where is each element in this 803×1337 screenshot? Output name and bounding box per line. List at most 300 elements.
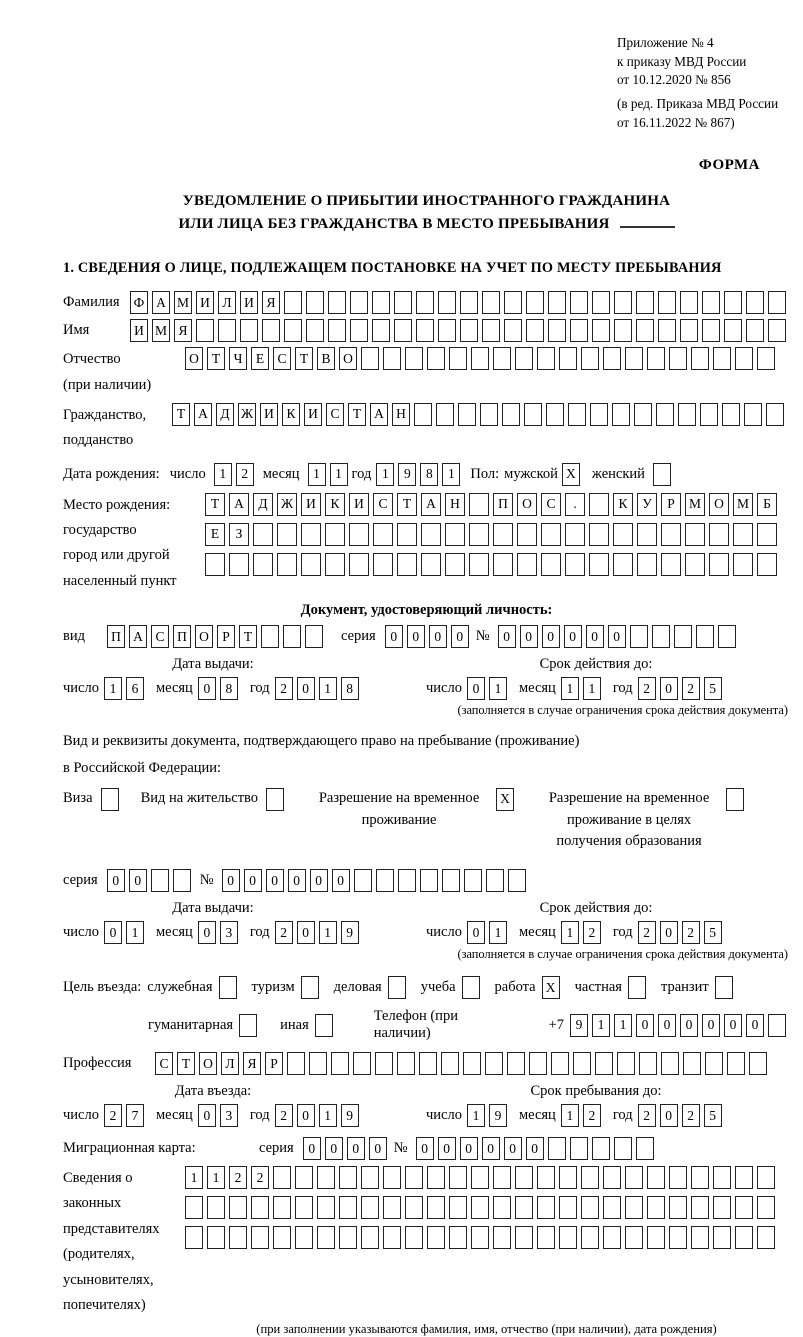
char-cell[interactable]: 1: [214, 463, 232, 486]
char-cell[interactable]: [469, 493, 489, 516]
char-cell[interactable]: Т: [207, 347, 225, 370]
char-cell[interactable]: 9: [341, 1104, 359, 1127]
char-cell[interactable]: [746, 291, 764, 314]
char-cell[interactable]: [445, 523, 465, 546]
char-cell[interactable]: [696, 625, 714, 648]
char-cell[interactable]: [722, 403, 740, 426]
char-cell[interactable]: [301, 523, 321, 546]
char-cell[interactable]: 0: [526, 1137, 544, 1160]
char-cell[interactable]: [614, 1137, 632, 1160]
char-cell[interactable]: 0: [416, 1137, 434, 1160]
char-cell[interactable]: [207, 1226, 225, 1249]
char-cell[interactable]: [647, 1196, 665, 1219]
char-cell[interactable]: 0: [586, 625, 604, 648]
char-cell[interactable]: [589, 553, 609, 576]
char-cell[interactable]: [592, 1137, 610, 1160]
char-cell[interactable]: [546, 403, 564, 426]
char-cell[interactable]: Ж: [238, 403, 256, 426]
char-cell[interactable]: [504, 291, 522, 314]
char-cell[interactable]: [724, 319, 742, 342]
char-cell[interactable]: [339, 1196, 357, 1219]
char-cell[interactable]: Я: [243, 1052, 261, 1075]
char-cell[interactable]: [724, 291, 742, 314]
char-cell[interactable]: [398, 869, 416, 892]
char-cell[interactable]: К: [282, 403, 300, 426]
char-cell[interactable]: 0: [104, 921, 122, 944]
char-cell[interactable]: [309, 1052, 327, 1075]
char-cell[interactable]: 0: [438, 1137, 456, 1160]
char-cell[interactable]: [277, 523, 297, 546]
char-cell[interactable]: [713, 1226, 731, 1249]
char-cell[interactable]: 8: [420, 463, 438, 486]
char-cell[interactable]: [757, 1166, 775, 1189]
char-cell[interactable]: 0: [608, 625, 626, 648]
char-cell[interactable]: [388, 976, 406, 999]
char-cell[interactable]: М: [174, 291, 192, 314]
char-cell[interactable]: [735, 347, 753, 370]
char-cell[interactable]: [683, 1052, 701, 1075]
char-cell[interactable]: С: [373, 493, 393, 516]
char-cell[interactable]: Т: [239, 625, 257, 648]
char-cell[interactable]: [397, 553, 417, 576]
char-cell[interactable]: [101, 788, 119, 811]
char-cell[interactable]: 1: [561, 921, 579, 944]
char-cell[interactable]: [287, 1052, 305, 1075]
char-cell[interactable]: .: [565, 493, 585, 516]
char-cell[interactable]: [541, 553, 561, 576]
char-cell[interactable]: [625, 1196, 643, 1219]
char-cell[interactable]: [617, 1052, 635, 1075]
char-cell[interactable]: [749, 1052, 767, 1075]
char-cell[interactable]: [653, 463, 671, 486]
char-cell[interactable]: Л: [221, 1052, 239, 1075]
char-cell[interactable]: 0: [660, 1104, 678, 1127]
char-cell[interactable]: Н: [445, 493, 465, 516]
char-cell[interactable]: [449, 347, 467, 370]
char-cell[interactable]: [328, 319, 346, 342]
char-cell[interactable]: [603, 1196, 621, 1219]
char-cell[interactable]: [383, 1196, 401, 1219]
char-cell[interactable]: [240, 319, 258, 342]
char-cell[interactable]: [464, 869, 482, 892]
char-cell[interactable]: [229, 1196, 247, 1219]
char-cell[interactable]: [636, 1137, 654, 1160]
char-cell[interactable]: 0: [504, 1137, 522, 1160]
char-cell[interactable]: [592, 319, 610, 342]
char-cell[interactable]: [685, 523, 705, 546]
char-cell[interactable]: [482, 291, 500, 314]
char-cell[interactable]: [625, 1226, 643, 1249]
char-cell[interactable]: [253, 553, 273, 576]
char-cell[interactable]: 0: [347, 1137, 365, 1160]
char-cell[interactable]: 1: [104, 677, 122, 700]
char-cell[interactable]: [548, 319, 566, 342]
char-cell[interactable]: 8: [341, 677, 359, 700]
char-cell[interactable]: [361, 347, 379, 370]
char-cell[interactable]: [283, 625, 301, 648]
char-cell[interactable]: [581, 347, 599, 370]
char-cell[interactable]: С: [151, 625, 169, 648]
char-cell[interactable]: [458, 403, 476, 426]
char-cell[interactable]: Т: [348, 403, 366, 426]
char-cell[interactable]: [405, 347, 423, 370]
char-cell[interactable]: [744, 403, 762, 426]
char-cell[interactable]: Д: [216, 403, 234, 426]
char-cell[interactable]: [469, 523, 489, 546]
char-cell[interactable]: [718, 625, 736, 648]
char-cell[interactable]: [757, 347, 775, 370]
char-cell[interactable]: О: [517, 493, 537, 516]
char-cell[interactable]: [449, 1166, 467, 1189]
char-cell[interactable]: 1: [561, 677, 579, 700]
char-cell[interactable]: [218, 319, 236, 342]
char-cell[interactable]: [768, 291, 786, 314]
char-cell[interactable]: [493, 347, 511, 370]
char-cell[interactable]: 0: [520, 625, 538, 648]
char-cell[interactable]: [229, 553, 249, 576]
char-cell[interactable]: Р: [661, 493, 681, 516]
char-cell[interactable]: [354, 869, 372, 892]
char-cell[interactable]: [427, 347, 445, 370]
char-cell[interactable]: [471, 347, 489, 370]
char-cell[interactable]: [573, 1052, 591, 1075]
char-cell[interactable]: [383, 1226, 401, 1249]
char-cell[interactable]: 1: [376, 463, 394, 486]
char-cell[interactable]: [680, 291, 698, 314]
char-cell[interactable]: П: [173, 625, 191, 648]
char-cell[interactable]: П: [107, 625, 125, 648]
char-cell[interactable]: [295, 1196, 313, 1219]
char-cell[interactable]: [438, 291, 456, 314]
char-cell[interactable]: [405, 1166, 423, 1189]
char-cell[interactable]: [768, 319, 786, 342]
char-cell[interactable]: [548, 291, 566, 314]
char-cell[interactable]: [647, 1226, 665, 1249]
char-cell[interactable]: [493, 553, 513, 576]
char-cell[interactable]: 0: [297, 1104, 315, 1127]
char-cell[interactable]: [441, 1052, 459, 1075]
char-cell[interactable]: 0: [129, 869, 147, 892]
char-cell[interactable]: [445, 553, 465, 576]
char-cell[interactable]: [419, 1052, 437, 1075]
char-cell[interactable]: [757, 1196, 775, 1219]
char-cell[interactable]: [551, 1052, 569, 1075]
char-cell[interactable]: 0: [332, 869, 350, 892]
char-cell[interactable]: [361, 1166, 379, 1189]
char-cell[interactable]: К: [613, 493, 633, 516]
char-cell[interactable]: И: [196, 291, 214, 314]
char-cell[interactable]: 2: [104, 1104, 122, 1127]
char-cell[interactable]: [251, 1226, 269, 1249]
char-cell[interactable]: [515, 1226, 533, 1249]
char-cell[interactable]: [661, 1052, 679, 1075]
char-cell[interactable]: [317, 1226, 335, 1249]
char-cell[interactable]: В: [317, 347, 335, 370]
char-cell[interactable]: [508, 869, 526, 892]
char-cell[interactable]: [678, 403, 696, 426]
char-cell[interactable]: [636, 291, 654, 314]
char-cell[interactable]: [471, 1226, 489, 1249]
char-cell[interactable]: [376, 869, 394, 892]
char-cell[interactable]: [735, 1226, 753, 1249]
char-cell[interactable]: 0: [222, 869, 240, 892]
char-cell[interactable]: [565, 523, 585, 546]
char-cell[interactable]: [397, 523, 417, 546]
char-cell[interactable]: [306, 319, 324, 342]
char-cell[interactable]: [652, 625, 670, 648]
char-cell[interactable]: 2: [583, 921, 601, 944]
char-cell[interactable]: [515, 347, 533, 370]
char-cell[interactable]: [614, 291, 632, 314]
char-cell[interactable]: [421, 553, 441, 576]
char-cell[interactable]: 0: [429, 625, 447, 648]
char-cell[interactable]: [581, 1226, 599, 1249]
char-cell[interactable]: [416, 291, 434, 314]
char-cell[interactable]: [685, 553, 705, 576]
char-cell[interactable]: 1: [126, 921, 144, 944]
char-cell[interactable]: [669, 1196, 687, 1219]
char-cell[interactable]: 0: [467, 677, 485, 700]
char-cell[interactable]: [548, 1137, 566, 1160]
char-cell[interactable]: [524, 403, 542, 426]
char-cell[interactable]: [480, 403, 498, 426]
char-cell[interactable]: [565, 553, 585, 576]
char-cell[interactable]: [317, 1166, 335, 1189]
char-cell[interactable]: 5: [704, 1104, 722, 1127]
char-cell[interactable]: [462, 976, 480, 999]
char-cell[interactable]: 0: [467, 921, 485, 944]
char-cell[interactable]: Т: [295, 347, 313, 370]
char-cell[interactable]: [647, 347, 665, 370]
char-cell[interactable]: 1: [308, 463, 326, 486]
char-cell[interactable]: 0: [297, 921, 315, 944]
char-cell[interactable]: 0: [702, 1014, 720, 1037]
char-cell[interactable]: 1: [319, 921, 337, 944]
char-cell[interactable]: [405, 1226, 423, 1249]
char-cell[interactable]: [713, 1166, 731, 1189]
char-cell[interactable]: [537, 347, 555, 370]
char-cell[interactable]: 0: [658, 1014, 676, 1037]
char-cell[interactable]: [713, 347, 731, 370]
char-cell[interactable]: [570, 291, 588, 314]
char-cell[interactable]: И: [301, 493, 321, 516]
char-cell[interactable]: 2: [682, 1104, 700, 1127]
char-cell[interactable]: П: [493, 493, 513, 516]
char-cell[interactable]: [589, 493, 609, 516]
char-cell[interactable]: [331, 1052, 349, 1075]
char-cell[interactable]: 0: [288, 869, 306, 892]
char-cell[interactable]: [493, 1196, 511, 1219]
char-cell[interactable]: [647, 1166, 665, 1189]
char-cell[interactable]: [493, 1226, 511, 1249]
char-cell[interactable]: X: [562, 463, 580, 486]
char-cell[interactable]: [700, 403, 718, 426]
char-cell[interactable]: [541, 523, 561, 546]
char-cell[interactable]: [469, 553, 489, 576]
char-cell[interactable]: 3: [220, 921, 238, 944]
char-cell[interactable]: [301, 553, 321, 576]
char-cell[interactable]: У: [637, 493, 657, 516]
char-cell[interactable]: [383, 1166, 401, 1189]
char-cell[interactable]: [372, 291, 390, 314]
char-cell[interactable]: [463, 1052, 481, 1075]
char-cell[interactable]: 1: [319, 1104, 337, 1127]
char-cell[interactable]: 2: [236, 463, 254, 486]
char-cell[interactable]: [735, 1196, 753, 1219]
char-cell[interactable]: [656, 403, 674, 426]
char-cell[interactable]: [253, 523, 273, 546]
char-cell[interactable]: [262, 319, 280, 342]
char-cell[interactable]: 9: [489, 1104, 507, 1127]
char-cell[interactable]: [427, 1226, 445, 1249]
char-cell[interactable]: 0: [724, 1014, 742, 1037]
char-cell[interactable]: [757, 553, 777, 576]
char-cell[interactable]: С: [273, 347, 291, 370]
char-cell[interactable]: 0: [680, 1014, 698, 1037]
char-cell[interactable]: [517, 553, 537, 576]
char-cell[interactable]: [295, 1166, 313, 1189]
char-cell[interactable]: [658, 291, 676, 314]
char-cell[interactable]: [427, 1196, 445, 1219]
char-cell[interactable]: 1: [489, 677, 507, 700]
char-cell[interactable]: [709, 523, 729, 546]
char-cell[interactable]: [766, 403, 784, 426]
char-cell[interactable]: 5: [704, 677, 722, 700]
char-cell[interactable]: [277, 553, 297, 576]
char-cell[interactable]: 0: [564, 625, 582, 648]
char-cell[interactable]: [471, 1166, 489, 1189]
char-cell[interactable]: И: [304, 403, 322, 426]
char-cell[interactable]: Л: [218, 291, 236, 314]
char-cell[interactable]: И: [260, 403, 278, 426]
char-cell[interactable]: [702, 291, 720, 314]
char-cell[interactable]: [669, 1166, 687, 1189]
char-cell[interactable]: [634, 403, 652, 426]
char-cell[interactable]: [325, 523, 345, 546]
char-cell[interactable]: [581, 1196, 599, 1219]
char-cell[interactable]: [295, 1226, 313, 1249]
char-cell[interactable]: [726, 788, 744, 811]
char-cell[interactable]: [507, 1052, 525, 1075]
char-cell[interactable]: [349, 523, 369, 546]
char-cell[interactable]: [349, 553, 369, 576]
char-cell[interactable]: [273, 1196, 291, 1219]
char-cell[interactable]: И: [240, 291, 258, 314]
char-cell[interactable]: [427, 1166, 445, 1189]
char-cell[interactable]: [251, 1196, 269, 1219]
char-cell[interactable]: [273, 1226, 291, 1249]
char-cell[interactable]: 0: [297, 677, 315, 700]
char-cell[interactable]: [517, 523, 537, 546]
char-cell[interactable]: А: [370, 403, 388, 426]
char-cell[interactable]: [185, 1196, 203, 1219]
char-cell[interactable]: [383, 347, 401, 370]
char-cell[interactable]: [603, 1226, 621, 1249]
char-cell[interactable]: [449, 1226, 467, 1249]
char-cell[interactable]: О: [709, 493, 729, 516]
char-cell[interactable]: 1: [561, 1104, 579, 1127]
char-cell[interactable]: 0: [746, 1014, 764, 1037]
char-cell[interactable]: А: [152, 291, 170, 314]
char-cell[interactable]: О: [199, 1052, 217, 1075]
char-cell[interactable]: [306, 291, 324, 314]
char-cell[interactable]: 6: [126, 677, 144, 700]
char-cell[interactable]: А: [229, 493, 249, 516]
char-cell[interactable]: 2: [251, 1166, 269, 1189]
char-cell[interactable]: [658, 319, 676, 342]
char-cell[interactable]: [637, 553, 657, 576]
char-cell[interactable]: [361, 1226, 379, 1249]
char-cell[interactable]: 0: [385, 625, 403, 648]
char-cell[interactable]: [471, 1196, 489, 1219]
char-cell[interactable]: [361, 1196, 379, 1219]
char-cell[interactable]: [526, 291, 544, 314]
char-cell[interactable]: [416, 319, 434, 342]
char-cell[interactable]: 7: [126, 1104, 144, 1127]
char-cell[interactable]: 3: [220, 1104, 238, 1127]
char-cell[interactable]: Н: [392, 403, 410, 426]
char-cell[interactable]: [315, 1014, 333, 1037]
char-cell[interactable]: 2: [682, 677, 700, 700]
char-cell[interactable]: [328, 291, 346, 314]
char-cell[interactable]: [219, 976, 237, 999]
char-cell[interactable]: [239, 1014, 257, 1037]
char-cell[interactable]: О: [195, 625, 213, 648]
char-cell[interactable]: [515, 1196, 533, 1219]
char-cell[interactable]: [339, 1166, 357, 1189]
char-cell[interactable]: [636, 319, 654, 342]
char-cell[interactable]: [537, 1226, 555, 1249]
char-cell[interactable]: [715, 976, 733, 999]
char-cell[interactable]: С: [155, 1052, 173, 1075]
char-cell[interactable]: М: [152, 319, 170, 342]
char-cell[interactable]: Ж: [277, 493, 297, 516]
char-cell[interactable]: [735, 1166, 753, 1189]
char-cell[interactable]: [350, 291, 368, 314]
char-cell[interactable]: 0: [198, 921, 216, 944]
char-cell[interactable]: [353, 1052, 371, 1075]
char-cell[interactable]: [625, 347, 643, 370]
char-cell[interactable]: С: [541, 493, 561, 516]
char-cell[interactable]: [757, 523, 777, 546]
char-cell[interactable]: [757, 1226, 775, 1249]
char-cell[interactable]: [680, 319, 698, 342]
char-cell[interactable]: X: [496, 788, 514, 811]
char-cell[interactable]: А: [194, 403, 212, 426]
char-cell[interactable]: [559, 1196, 577, 1219]
char-cell[interactable]: [515, 1166, 533, 1189]
char-cell[interactable]: 0: [198, 677, 216, 700]
char-cell[interactable]: 9: [398, 463, 416, 486]
char-cell[interactable]: [325, 553, 345, 576]
char-cell[interactable]: [674, 625, 692, 648]
char-cell[interactable]: 0: [303, 1137, 321, 1160]
char-cell[interactable]: 0: [244, 869, 262, 892]
char-cell[interactable]: [375, 1052, 393, 1075]
char-cell[interactable]: 0: [660, 677, 678, 700]
char-cell[interactable]: 1: [592, 1014, 610, 1037]
char-cell[interactable]: И: [349, 493, 369, 516]
char-cell[interactable]: [612, 403, 630, 426]
char-cell[interactable]: Б: [757, 493, 777, 516]
char-cell[interactable]: [373, 553, 393, 576]
char-cell[interactable]: [207, 1196, 225, 1219]
char-cell[interactable]: [537, 1166, 555, 1189]
char-cell[interactable]: Т: [177, 1052, 195, 1075]
char-cell[interactable]: [630, 625, 648, 648]
char-cell[interactable]: [350, 319, 368, 342]
char-cell[interactable]: [691, 1226, 709, 1249]
